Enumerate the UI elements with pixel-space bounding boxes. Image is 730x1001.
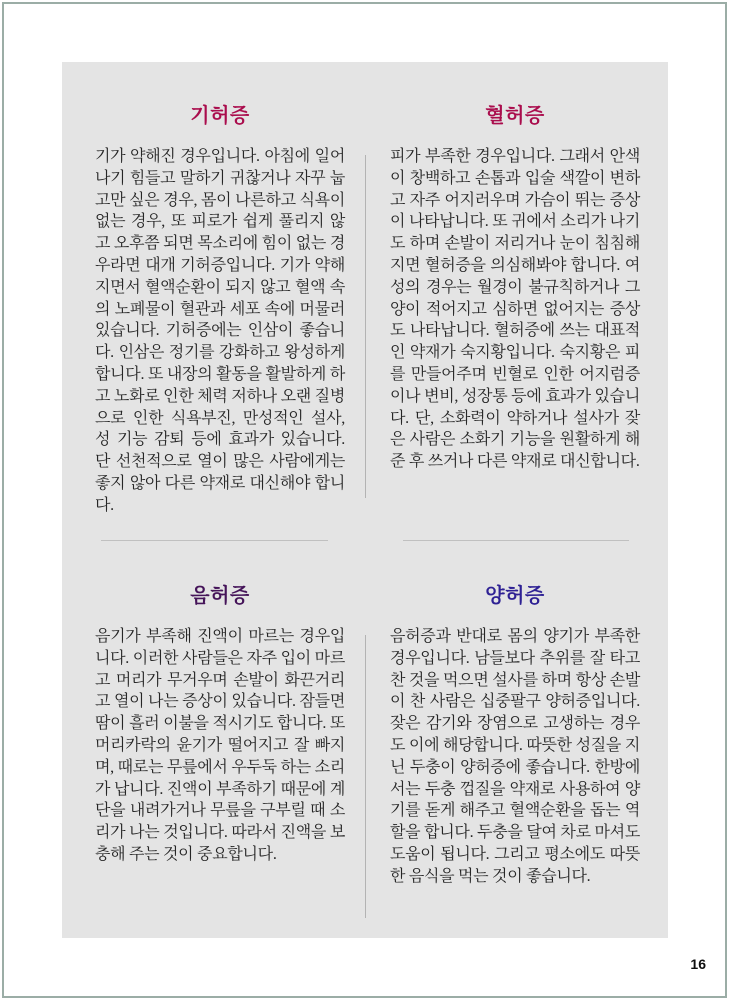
content-panel xyxy=(62,62,668,938)
section-eumheojeung xyxy=(95,585,345,866)
column-divider-bottom xyxy=(365,635,366,918)
section-giheojeung xyxy=(95,105,345,517)
section-title-hyeolheojeung: 혈허증 xyxy=(485,105,545,127)
page-number: 16 xyxy=(690,956,706,972)
section-body-hyeolheojeung: 피가 부족한 경우입니다. 그래서 안색이 창백하고 손톱과 입술 색깔이 변하고 자주 어지러우며 가슴이 뛰는 증상이 나타납니다. 또 귀에서 소리가 나기도 하며 손발이 저리거나 눈이 침침해지면 혈허증을 의심해봐야 합니다. 여성의 경우는 월경이 불규칙하거나 그 양이 적어지고 심하면 없어지는 증상도 나타납니다. 혈허증에 쓰는 대표적인 약재가 숙지황입니다. 숙지황은 피를 만들어주며 빈혈로 인한 어지럼증이나 변비, 성장통 등에 효과가 있습니다. 단, 소화력이 약하거나 설사가 잦은 사람은 소화기 기능을 원활하게 해 준 후 쓰거나 다른 약재로 대신합니다. xyxy=(390,148,640,471)
section-body-giheojeung: 기가 약해진 경우입니다. 아침에 일어나기 힘들고 말하기 귀찮거나 자꾸 눕고만 싶은 경우, 몸이 나른하고 식욕이 없는 경우, 또 피로가 쉽게 풀리지 않고 오후쯤 되면 목소리에 힘이 없는 경우라면 대개 기허증입니다. 기가 약해지면서 혈액순환이 되지 않고 혈액 속의 노폐물이 혈관과 세포 속에 머물러 있습니다. 기허증에는 인삼이 좋습니다. 인삼은 정기를 강화하고 왕성하게 합니다. 또 내장의 활동을 활발하게 하고 노화로 인한 체력 저하나 오랜 질병으로 인한 식욕부진, 만성적인 설사, 성 기능 감퇴 등에 효과가 있습니다. 단 선천적으로 열이 많은 사람에게는 좋지 않아 다른 약재로 대신해야 합니다. xyxy=(95,148,345,514)
section-yangheojeung xyxy=(390,585,640,888)
section-title-eumheojeung: 음허증 xyxy=(190,585,250,607)
column-divider-top xyxy=(365,155,366,498)
section-body-yangheojeung: 음허증과 반대로 몸의 양기가 부족한 경우입니다. 남들보다 추위를 잘 타고 찬 것을 먹으면 설사를 하며 항상 손발이 찬 사람은 십중팔구 양허증입니다. 잦은 감기와 장염으로 고생하는 경우도 이에 해당합니다. 따뜻한 성질을 지닌 두충이 양허증에 좋습니다. 한방에서는 두충 껍질을 약재로 사용하여 양기를 돋게 해주고 혈액순환을 돕는 역할을 합니다. 두충을 달여 차로 마셔도 도움이 됩니다. 그리고 평소에도 따뜻한 음식을 먹는 것이 좋습니다. xyxy=(390,628,640,885)
section-body-eumheojeung: 음기가 부족해 진액이 마르는 경우입니다. 이러한 사람들은 자주 입이 마르고 머리가 무거우며 손발이 화끈거리고 열이 나는 증상이 있습니다. 잠들면 땀이 흘러 이불을 적시기도 합니다. 또 머리카락의 윤기가 떨어지고 잘 빠지며, 때로는 무릎에서 우두둑 하는 소리가 납니다. 진액이 부족하기 때문에 계단을 내려가거나 무릎을 구부릴 때 소리가 나는 것입니다. 따라서 진액을 보충해 주는 것이 중요합니다. xyxy=(95,628,345,863)
row-divider-right xyxy=(403,540,629,541)
section-title-yangheojeung: 양허증 xyxy=(485,585,545,607)
section-title-giheojeung: 기허증 xyxy=(190,105,250,127)
section-hyeolheojeung xyxy=(390,105,640,473)
row-divider-left xyxy=(101,540,328,541)
